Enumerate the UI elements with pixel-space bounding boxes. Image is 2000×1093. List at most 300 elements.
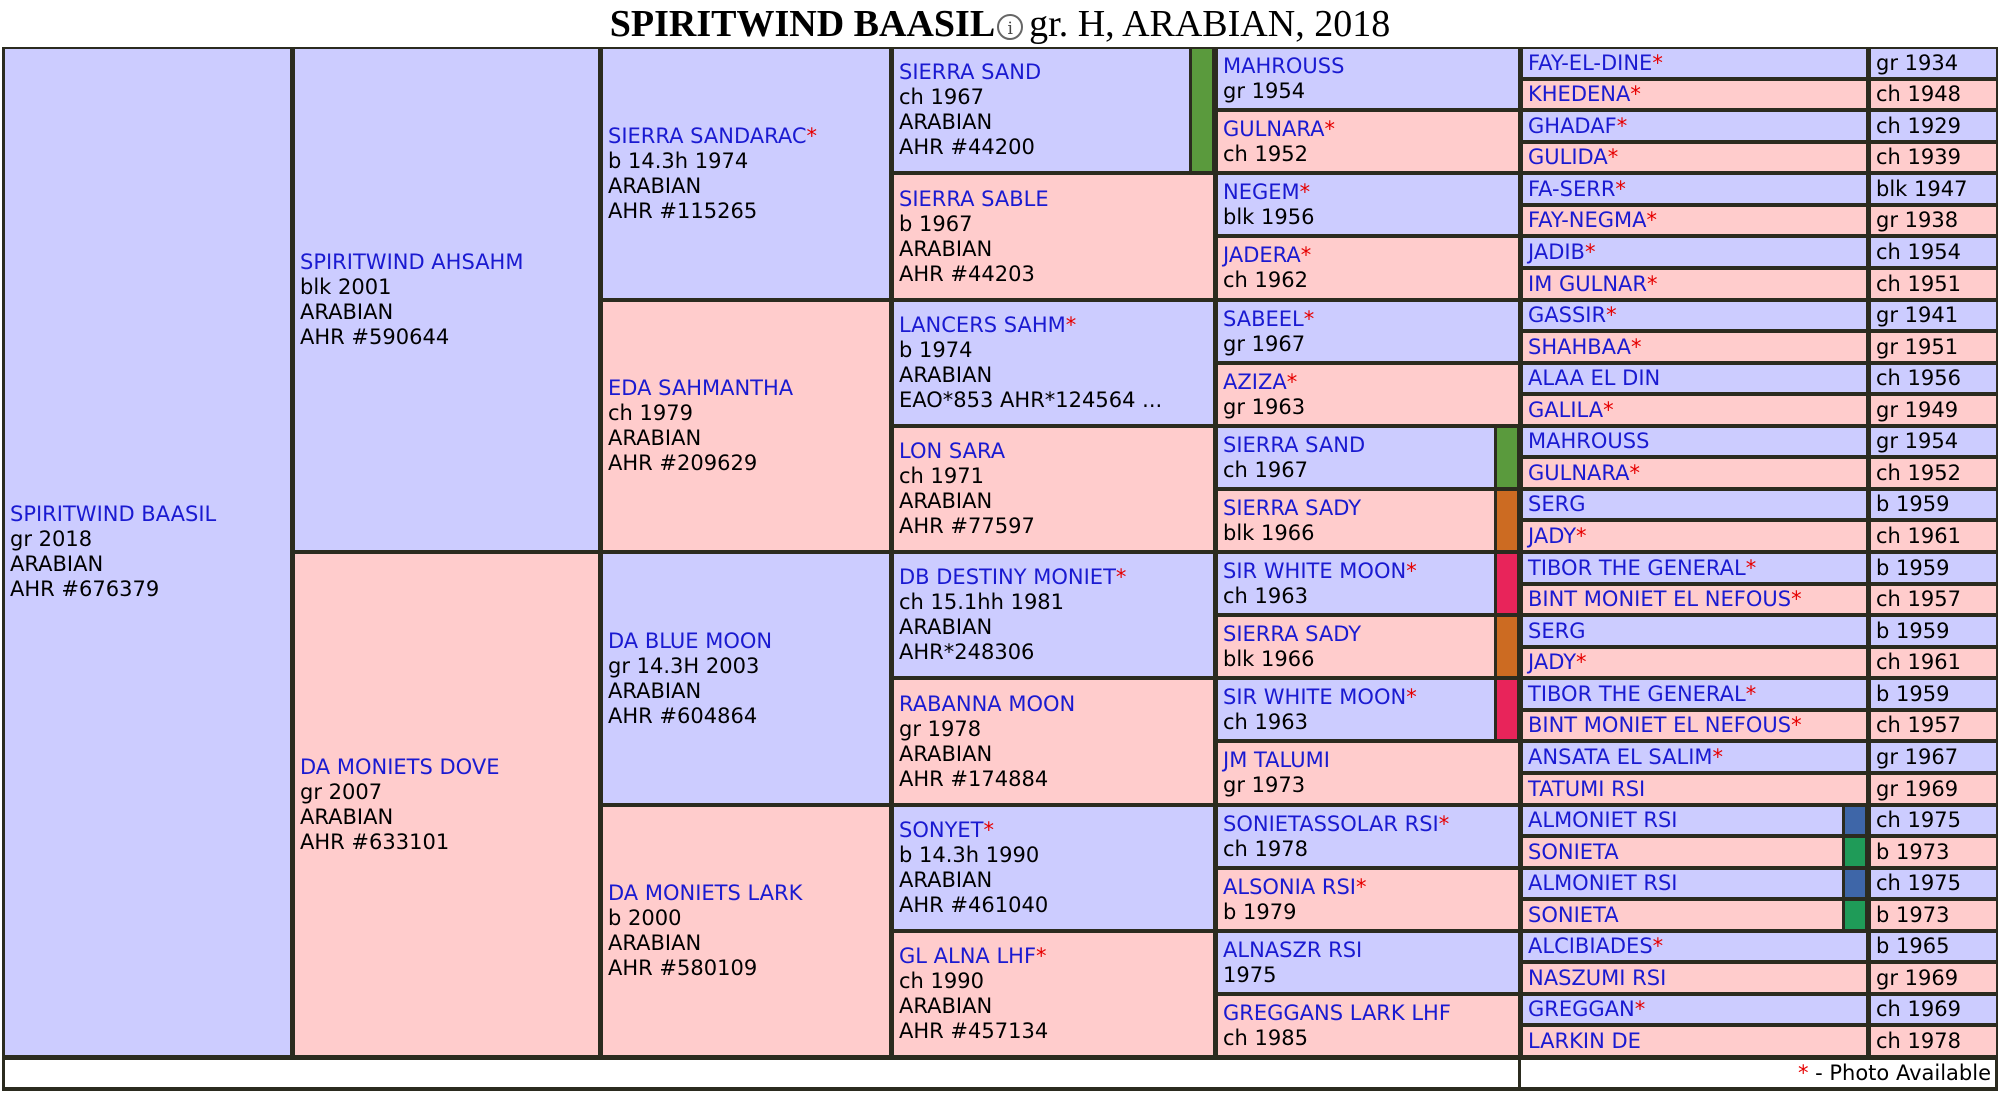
- gen5-horse-detail: ch 1978: [1223, 836, 1308, 861]
- gen6-horse-cell: [1522, 237, 1867, 267]
- gen2-horse-cell: [294, 48, 599, 551]
- gen6-horse-cell: [1522, 332, 1867, 362]
- gen5-horse-name[interactable]: SABEEL: [1223, 306, 1304, 331]
- gen5-horse-cell: [1217, 553, 1495, 614]
- gen4-horse-cell: [893, 48, 1190, 172]
- gen5-horse-name-line: [1223, 243, 1518, 268]
- gen6-horse-cell: [1522, 585, 1867, 614]
- gen5-horse-name-line: [1223, 938, 1518, 963]
- gen2-horse-name-line: [300, 755, 598, 780]
- gen6-horse-cell: [1522, 963, 1867, 993]
- gen3-horse-cell: [602, 806, 890, 1056]
- gen6-horse-name[interactable]: GREGGAN: [1528, 997, 1635, 1021]
- gen5-horse-detail: gr 1954: [1223, 78, 1306, 103]
- gen4-horse-detail: ARABIAN: [899, 615, 993, 639]
- gen5-horse-name-line: [1223, 54, 1518, 79]
- gen6-horse-cell: [1522, 774, 1867, 804]
- gen5-horse-name[interactable]: SIERRA SADY: [1223, 621, 1362, 646]
- gen3-horse-photo-star-icon: *: [806, 123, 818, 148]
- gen5-horse-detail: blk 1966: [1223, 520, 1315, 545]
- gen5-horse-name[interactable]: GREGGANS LARK LHF: [1223, 1000, 1451, 1025]
- duplicate-marker-bar: [1497, 680, 1517, 739]
- gen6-horse-photo-star-icon: *: [1603, 397, 1614, 422]
- gen6-horse-cell: [1522, 553, 1867, 583]
- gen6-horse-photo-star-icon: *: [1652, 50, 1663, 75]
- gen6-horse-cell: [1522, 900, 1843, 930]
- gen5-horse-cell: [1217, 111, 1519, 172]
- duplicate-marker-bar: [1845, 807, 1865, 834]
- gen4-horse-detail: ch 1967: [899, 85, 984, 109]
- gen6-horse-cell: [1522, 1026, 1867, 1056]
- gen4-horse-name-line: [899, 187, 1213, 212]
- gen6-horse-name[interactable]: FAY-EL-DINE: [1528, 50, 1653, 75]
- gen5-horse-name[interactable]: GULNARA: [1223, 116, 1325, 141]
- gen6-year-cell: ch 1975: [1870, 806, 1997, 835]
- gen6-horse-name[interactable]: JADY: [1528, 650, 1577, 674]
- gen3-horse-name[interactable]: DA MONIETS LARK: [608, 881, 803, 905]
- gen6-horse-photo-star-icon: *: [1616, 113, 1628, 138]
- gen5-horse-cell: [1217, 995, 1519, 1056]
- gen5-horse-name[interactable]: JADERA: [1223, 243, 1301, 267]
- gen6-horse-cell: [1522, 490, 1867, 519]
- gen5-horse-name[interactable]: SIR WHITE MOON: [1223, 684, 1407, 709]
- duplicate-marker-bar: [1497, 491, 1517, 550]
- gen4-horse-detail: ARABIAN: [899, 236, 993, 261]
- gen2-horse-name[interactable]: SPIRITWIND AHSAHM: [300, 249, 524, 274]
- gen6-horse-cell: [1522, 837, 1843, 867]
- gen6-year-cell: ch 1952: [1870, 458, 1997, 488]
- gen5-horse-detail: ch 1985: [1223, 1025, 1308, 1050]
- gen3-horse-name[interactable]: SIERRA SANDARAC: [608, 123, 807, 148]
- gen6-horse-name[interactable]: MAHROUSS: [1528, 429, 1650, 453]
- gen6-year-cell: ch 1957: [1870, 585, 1997, 614]
- gen4-horse-photo-star-icon: *: [983, 818, 994, 842]
- gen6-horse-cell: [1522, 869, 1843, 898]
- gen6-horse-cell: [1522, 301, 1867, 330]
- gen5-horse-photo-star-icon: *: [1438, 811, 1450, 836]
- gen2-horse-detail: blk 2001: [300, 274, 392, 299]
- gen5-horse-photo-star-icon: *: [1355, 874, 1367, 899]
- gen6-year-cell: blk 1947: [1870, 174, 1997, 204]
- gen6-year-cell: ch 1975: [1870, 869, 1997, 898]
- photo-legend-text: - Photo Available: [1808, 1061, 1991, 1085]
- gen6-year-cell: gr 1969: [1870, 963, 1997, 993]
- duplicate-marker-bar: [1845, 838, 1865, 866]
- gen6-year-cell: b 1959: [1870, 679, 1997, 709]
- gen3-horse-detail: ARABIAN: [608, 173, 702, 198]
- gen5-horse-photo-star-icon: *: [1300, 243, 1312, 267]
- photo-legend: [1521, 1060, 1995, 1087]
- duplicate-marker-bar: [1497, 554, 1517, 613]
- gen5-horse-detail: gr 1963: [1223, 394, 1306, 419]
- gen5-horse-name-line: [1223, 685, 1494, 710]
- gen6-horse-cell: [1522, 806, 1843, 835]
- gen5-horse-cell: [1217, 869, 1519, 930]
- footer-blank: [5, 1060, 1518, 1087]
- gen4-horse-detail: AHR #44200: [899, 135, 1035, 159]
- gen5-horse-detail: ch 1962: [1223, 268, 1308, 292]
- gen3-horse-name-line: [608, 629, 889, 654]
- gen6-year-cell: ch 1929: [1870, 111, 1997, 141]
- gen5-horse-cell: [1217, 174, 1519, 235]
- gen6-horse-name[interactable]: GHADAF: [1528, 113, 1617, 138]
- gen4-horse-name-line: [899, 818, 1213, 843]
- gen4-horse-name[interactable]: GL ALNA LHF: [899, 944, 1037, 968]
- gen3-horse-detail: ARABIAN: [608, 426, 702, 450]
- gen6-horse-cell: [1522, 395, 1867, 425]
- gen5-horse-name[interactable]: ALSONIA RSI: [1223, 874, 1356, 899]
- gen3-horse-detail: ch 1979: [608, 401, 693, 425]
- gen6-horse-cell: [1522, 174, 1867, 204]
- gen6-horse-photo-star-icon: *: [1607, 145, 1619, 169]
- gen6-horse-cell: [1522, 521, 1867, 551]
- gen4-horse-name[interactable]: SIERRA SABLE: [899, 186, 1049, 211]
- gen5-horse-name[interactable]: AZIZA: [1223, 369, 1287, 394]
- gen6-horse-name[interactable]: JADY: [1528, 523, 1577, 548]
- gen6-horse-photo-star-icon: *: [1629, 460, 1641, 485]
- gen5-horse-cell: [1217, 806, 1519, 867]
- gen5-horse-name-line: [1223, 875, 1518, 900]
- gen4-horse-cell: [893, 174, 1214, 299]
- gen6-year-cell: ch 1978: [1870, 1026, 1997, 1056]
- gen1-horse-detail: gr 2018: [10, 527, 93, 551]
- gen5-horse-name-line: [1223, 812, 1518, 837]
- gen5-horse-detail: 1975: [1223, 962, 1277, 987]
- gen6-horse-name[interactable]: ANSATA EL SALIM: [1528, 744, 1713, 769]
- gen5-horse-name[interactable]: ALNASZR RSI: [1223, 937, 1363, 962]
- horse-name: SPIRITWIND BAASIL: [609, 3, 996, 45]
- gen5-horse-name-line: [1223, 622, 1494, 647]
- gen6-horse-name[interactable]: SERG: [1528, 618, 1586, 643]
- gen5-horse-detail: blk 1956: [1223, 204, 1315, 229]
- gen6-horse-name[interactable]: JADIB: [1528, 239, 1585, 264]
- gen4-horse-cell: [893, 301, 1214, 425]
- gen3-horse-detail: AHR #604864: [608, 703, 758, 728]
- gen5-horse-detail: gr 1967: [1223, 331, 1306, 356]
- gen6-horse-name[interactable]: GASSIR: [1528, 303, 1607, 327]
- duplicate-marker-bar: [1497, 428, 1517, 487]
- gen3-horse-detail: b 2000: [608, 906, 682, 930]
- gen4-horse-cell: [893, 679, 1214, 804]
- gen5-horse-detail: gr 1973: [1223, 773, 1306, 797]
- gen4-horse-name[interactable]: DB DESTINY MONIET: [899, 565, 1116, 589]
- gen6-year-cell: ch 1969: [1870, 995, 1997, 1024]
- gen6-horse-name[interactable]: NASZUMI RSI: [1528, 965, 1667, 990]
- gen3-horse-cell: [602, 48, 890, 299]
- gen6-horse-photo-star-icon: *: [1631, 334, 1642, 359]
- gen6-horse-name[interactable]: SONIETA: [1528, 839, 1619, 864]
- gen6-horse-photo-star-icon: *: [1576, 650, 1587, 674]
- gen6-horse-photo-star-icon: *: [1606, 303, 1617, 327]
- gen3-horse-detail: b 14.3h 1974: [608, 148, 749, 173]
- gen6-horse-photo-star-icon: *: [1745, 681, 1757, 706]
- gen3-horse-detail: ARABIAN: [608, 931, 702, 955]
- gen4-horse-detail: ARABIAN: [899, 489, 993, 513]
- gen6-year-cell: gr 1941: [1870, 301, 1997, 330]
- gen1-horse-name[interactable]: SPIRITWIND BAASIL: [10, 502, 217, 526]
- gen6-year-cell: ch 1961: [1870, 648, 1997, 677]
- gen5-horse-name-line: [1223, 370, 1518, 395]
- gen6-horse-photo-star-icon: *: [1652, 934, 1664, 958]
- gen6-horse-name[interactable]: GULNARA: [1528, 460, 1630, 485]
- gen3-horse-detail: gr 14.3H 2003: [608, 653, 760, 678]
- duplicate-marker-bar: [1845, 870, 1865, 897]
- pedigree-footer: [2, 1057, 1998, 1091]
- gen5-horse-name[interactable]: SIR WHITE MOON: [1223, 558, 1407, 583]
- gen6-year-cell: ch 1957: [1870, 711, 1997, 740]
- gen4-horse-detail: AHR #457134: [899, 1019, 1049, 1043]
- gen6-horse-name[interactable]: FA-SERR: [1528, 176, 1616, 201]
- gen6-horse-name[interactable]: IM GULNAR: [1528, 271, 1647, 296]
- gen5-horse-name[interactable]: JM TALUMI: [1223, 748, 1330, 772]
- gen4-horse-detail: AHR*248306: [899, 640, 1035, 664]
- gen5-horse-name[interactable]: NEGEM: [1223, 179, 1300, 204]
- gen5-horse-detail: ch 1967: [1223, 457, 1308, 482]
- gen4-horse-detail: EAO*853 AHR*124564 ...: [899, 388, 1163, 412]
- photo-star-icon: *: [1797, 1061, 1809, 1085]
- gen6-horse-photo-star-icon: *: [1647, 271, 1658, 296]
- gen5-horse-name-line: [1223, 117, 1518, 142]
- gen5-horse-name-line: [1223, 180, 1518, 205]
- gen4-horse-cell: [893, 806, 1214, 930]
- gen6-year-cell: gr 1954: [1870, 427, 1997, 456]
- gen6-horse-cell: [1522, 427, 1867, 456]
- gen6-horse-photo-star-icon: *: [1634, 997, 1646, 1021]
- gen6-horse-cell: [1522, 679, 1867, 709]
- gen6-horse-cell: [1522, 206, 1867, 235]
- gen6-horse-photo-star-icon: *: [1584, 239, 1596, 264]
- gen6-horse-cell: [1522, 932, 1867, 961]
- gen5-horse-cell: [1217, 616, 1495, 677]
- gen6-horse-cell: [1522, 995, 1867, 1024]
- gen6-year-cell: gr 1967: [1870, 742, 1997, 772]
- gen6-horse-cell: [1522, 143, 1867, 172]
- gen4-horse-detail: ch 15.1hh 1981: [899, 590, 1065, 614]
- gen6-horse-name[interactable]: ALAA EL DIN: [1528, 366, 1661, 390]
- gen1-horse-detail: ARABIAN: [10, 552, 104, 576]
- gen4-horse-detail: AHR #44203: [899, 261, 1035, 286]
- gen6-year-cell: gr 1934: [1870, 48, 1997, 78]
- gen4-horse-name[interactable]: SONYET: [899, 818, 984, 842]
- gen5-horse-name[interactable]: SONIETASSOLAR RSI: [1223, 811, 1439, 836]
- gen6-horse-name[interactable]: KHEDENA: [1528, 82, 1631, 106]
- gen3-horse-name[interactable]: DA BLUE MOON: [608, 628, 773, 653]
- gen3-horse-detail: AHR #209629: [608, 451, 758, 475]
- gen6-year-cell: b 1973: [1870, 837, 1997, 867]
- gen6-horse-name[interactable]: BINT MONIET EL NEFOUS: [1528, 713, 1792, 737]
- gen6-horse-photo-star-icon: *: [1791, 587, 1802, 611]
- gen6-horse-name[interactable]: TIBOR THE GENERAL: [1528, 555, 1746, 580]
- gen6-horse-name[interactable]: TATUMI RSI: [1528, 776, 1646, 801]
- gen4-horse-photo-star-icon: *: [1036, 944, 1047, 968]
- gen5-horse-name[interactable]: SIERRA SAND: [1223, 432, 1366, 457]
- gen5-horse-name-line: [1223, 1001, 1518, 1026]
- gen3-horse-name-line: [608, 124, 889, 149]
- gen6-horse-name[interactable]: TIBOR THE GENERAL: [1528, 681, 1746, 706]
- gen4-horse-detail: ARABIAN: [899, 363, 993, 387]
- gen6-horse-name[interactable]: SONIETA: [1528, 902, 1619, 927]
- gen4-horse-photo-star-icon: *: [1065, 313, 1077, 337]
- gen5-horse-name[interactable]: MAHROUSS: [1223, 53, 1345, 78]
- gen3-horse-name-line: [608, 881, 889, 906]
- gen5-horse-name-line: [1223, 748, 1518, 773]
- gen5-horse-cell: [1217, 427, 1495, 488]
- gen6-year-cell: b 1959: [1870, 616, 1997, 646]
- gen4-horse-detail: ARABIAN: [899, 110, 993, 134]
- gen5-horse-photo-star-icon: *: [1303, 306, 1315, 331]
- info-icon[interactable]: i: [997, 14, 1023, 40]
- gen6-horse-name[interactable]: SHAHBAA: [1528, 334, 1632, 359]
- gen4-horse-detail: gr 1978: [899, 716, 982, 741]
- gen4-horse-name-line: [899, 692, 1213, 717]
- gen4-horse-detail: b 1974: [899, 338, 973, 362]
- horse-description: gr. H, ARABIAN, 2018: [1029, 3, 1391, 45]
- gen6-year-cell: b 1959: [1870, 553, 1997, 583]
- gen6-horse-cell: [1522, 269, 1867, 299]
- gen5-horse-detail: ch 1963: [1223, 583, 1308, 608]
- gen4-horse-cell: [893, 932, 1214, 1056]
- gen2-horse-detail: ARABIAN: [300, 299, 394, 324]
- gen1-horse-name-line: [10, 502, 290, 527]
- gen4-horse-detail: b 1967: [899, 211, 973, 236]
- gen6-horse-photo-star-icon: *: [1646, 208, 1658, 232]
- gen2-horse-name-line: [300, 250, 598, 275]
- gen4-horse-detail: AHR #174884: [899, 766, 1049, 791]
- gen6-horse-name[interactable]: SERG: [1528, 492, 1586, 516]
- gen6-year-cell: gr 1949: [1870, 395, 1997, 425]
- gen6-year-cell: b 1965: [1870, 932, 1997, 961]
- duplicate-marker-bar: [1845, 901, 1865, 929]
- gen6-horse-cell: [1522, 48, 1867, 78]
- gen6-year-cell: ch 1939: [1870, 143, 1997, 172]
- gen4-horse-name[interactable]: RABANNA MOON: [899, 691, 1076, 716]
- gen4-horse-name-line: [899, 439, 1213, 464]
- gen6-year-cell: gr 1938: [1870, 206, 1997, 235]
- gen4-horse-cell: [893, 553, 1214, 677]
- gen5-horse-cell: [1217, 48, 1519, 109]
- gen6-horse-name[interactable]: LARKIN DE: [1528, 1028, 1641, 1053]
- gen5-horse-name-line: [1223, 496, 1494, 521]
- gen6-horse-name[interactable]: ALMONIET RSI: [1528, 871, 1678, 895]
- gen6-horse-cell: [1522, 648, 1867, 677]
- gen2-horse-detail: AHR #590644: [300, 324, 450, 349]
- gen3-horse-detail: AHR #580109: [608, 956, 758, 980]
- gen3-horse-detail: ARABIAN: [608, 678, 702, 703]
- gen5-horse-detail: blk 1966: [1223, 646, 1315, 671]
- gen4-horse-name-line: [899, 313, 1213, 338]
- gen4-horse-cell: [893, 427, 1214, 551]
- gen3-horse-detail: AHR #115265: [608, 198, 758, 223]
- gen3-horse-cell: [602, 553, 890, 804]
- gen4-horse-detail: ch 1971: [899, 464, 984, 488]
- gen6-horse-photo-star-icon: *: [1745, 555, 1757, 580]
- gen4-horse-detail: AHR #461040: [899, 893, 1049, 917]
- gen5-horse-photo-star-icon: *: [1406, 684, 1417, 709]
- gen4-horse-name-line: [899, 60, 1189, 85]
- gen3-horse-name-line: [608, 376, 889, 401]
- gen6-year-cell: ch 1961: [1870, 521, 1997, 551]
- gen6-year-cell: ch 1956: [1870, 364, 1997, 393]
- gen6-year-cell: b 1959: [1870, 490, 1997, 519]
- gen5-horse-photo-star-icon: *: [1324, 116, 1336, 141]
- gen5-horse-cell: [1217, 364, 1519, 425]
- gen6-year-cell: gr 1951: [1870, 332, 1997, 362]
- gen6-year-cell: gr 1969: [1870, 774, 1997, 804]
- gen6-year-cell: ch 1954: [1870, 237, 1997, 267]
- gen6-horse-cell: [1522, 616, 1867, 646]
- gen1-horse-cell: [4, 48, 291, 1056]
- gen5-horse-photo-star-icon: *: [1299, 179, 1311, 204]
- gen4-horse-name[interactable]: SIERRA SAND: [899, 60, 1042, 84]
- gen6-horse-photo-star-icon: *: [1791, 713, 1802, 737]
- gen5-horse-cell: [1217, 490, 1495, 551]
- gen5-horse-detail: ch 1963: [1223, 709, 1308, 734]
- gen6-horse-name[interactable]: ALMONIET RSI: [1528, 808, 1678, 832]
- gen6-horse-cell: [1522, 742, 1867, 772]
- gen6-horse-cell: [1522, 711, 1867, 740]
- gen4-horse-detail: ARABIAN: [899, 741, 993, 766]
- gen5-horse-detail: ch 1952: [1223, 141, 1308, 166]
- gen3-horse-cell: [602, 301, 890, 551]
- gen5-horse-cell: [1217, 679, 1495, 740]
- gen5-horse-name[interactable]: SIERRA SADY: [1223, 495, 1362, 520]
- gen4-horse-name[interactable]: LON SARA: [899, 439, 1006, 463]
- gen4-horse-detail: AHR #77597: [899, 514, 1035, 538]
- duplicate-marker-bar: [1497, 617, 1517, 676]
- gen6-horse-cell: [1522, 80, 1867, 109]
- gen6-year-cell: ch 1948: [1870, 80, 1997, 109]
- gen5-horse-name-line: [1223, 433, 1494, 458]
- gen6-horse-name[interactable]: ALCIBIADES: [1528, 934, 1653, 958]
- gen4-horse-detail: ch 1990: [899, 969, 984, 993]
- gen1-horse-detail: AHR #676379: [10, 577, 160, 601]
- gen2-horse-cell: [294, 553, 599, 1056]
- gen2-horse-detail: ARABIAN: [300, 804, 394, 829]
- gen2-horse-detail: gr 2007: [300, 779, 383, 804]
- gen4-horse-name[interactable]: LANCERS SAHM: [899, 313, 1066, 337]
- gen4-horse-photo-star-icon: *: [1115, 565, 1127, 589]
- gen6-horse-name[interactable]: BINT MONIET EL NEFOUS: [1528, 587, 1792, 611]
- duplicate-marker-bar: [1192, 49, 1212, 171]
- gen6-horse-cell: [1522, 111, 1867, 141]
- gen5-horse-name-line: [1223, 307, 1518, 332]
- gen6-horse-cell: [1522, 364, 1867, 393]
- gen6-horse-photo-star-icon: *: [1630, 82, 1641, 106]
- gen5-horse-photo-star-icon: *: [1286, 369, 1298, 394]
- gen4-horse-name-line: [899, 944, 1213, 969]
- gen6-horse-name[interactable]: GULIDA: [1528, 145, 1608, 169]
- gen5-horse-detail: b 1979: [1223, 899, 1297, 924]
- gen5-horse-cell: [1217, 932, 1519, 993]
- gen6-horse-photo-star-icon: *: [1712, 744, 1724, 769]
- gen2-horse-name[interactable]: DA MONIETS DOVE: [300, 754, 500, 779]
- gen6-horse-name[interactable]: FAY-NEGMA: [1528, 208, 1647, 232]
- gen6-year-cell: ch 1951: [1870, 269, 1997, 299]
- page-title: [0, 2, 2000, 46]
- gen6-horse-photo-star-icon: *: [1615, 176, 1626, 201]
- gen4-horse-detail: ARABIAN: [899, 868, 993, 892]
- gen2-horse-detail: AHR #633101: [300, 829, 450, 854]
- gen3-horse-name[interactable]: EDA SAHMANTHA: [608, 376, 794, 400]
- gen4-horse-detail: ARABIAN: [899, 994, 993, 1018]
- gen4-horse-detail: b 14.3h 1990: [899, 843, 1040, 867]
- gen6-horse-name[interactable]: GALILA: [1528, 397, 1604, 422]
- gen5-horse-cell: [1217, 237, 1519, 299]
- gen4-horse-name-line: [899, 565, 1213, 590]
- gen6-horse-cell: [1522, 458, 1867, 488]
- gen5-horse-photo-star-icon: *: [1406, 558, 1417, 583]
- gen6-year-cell: b 1973: [1870, 900, 1997, 930]
